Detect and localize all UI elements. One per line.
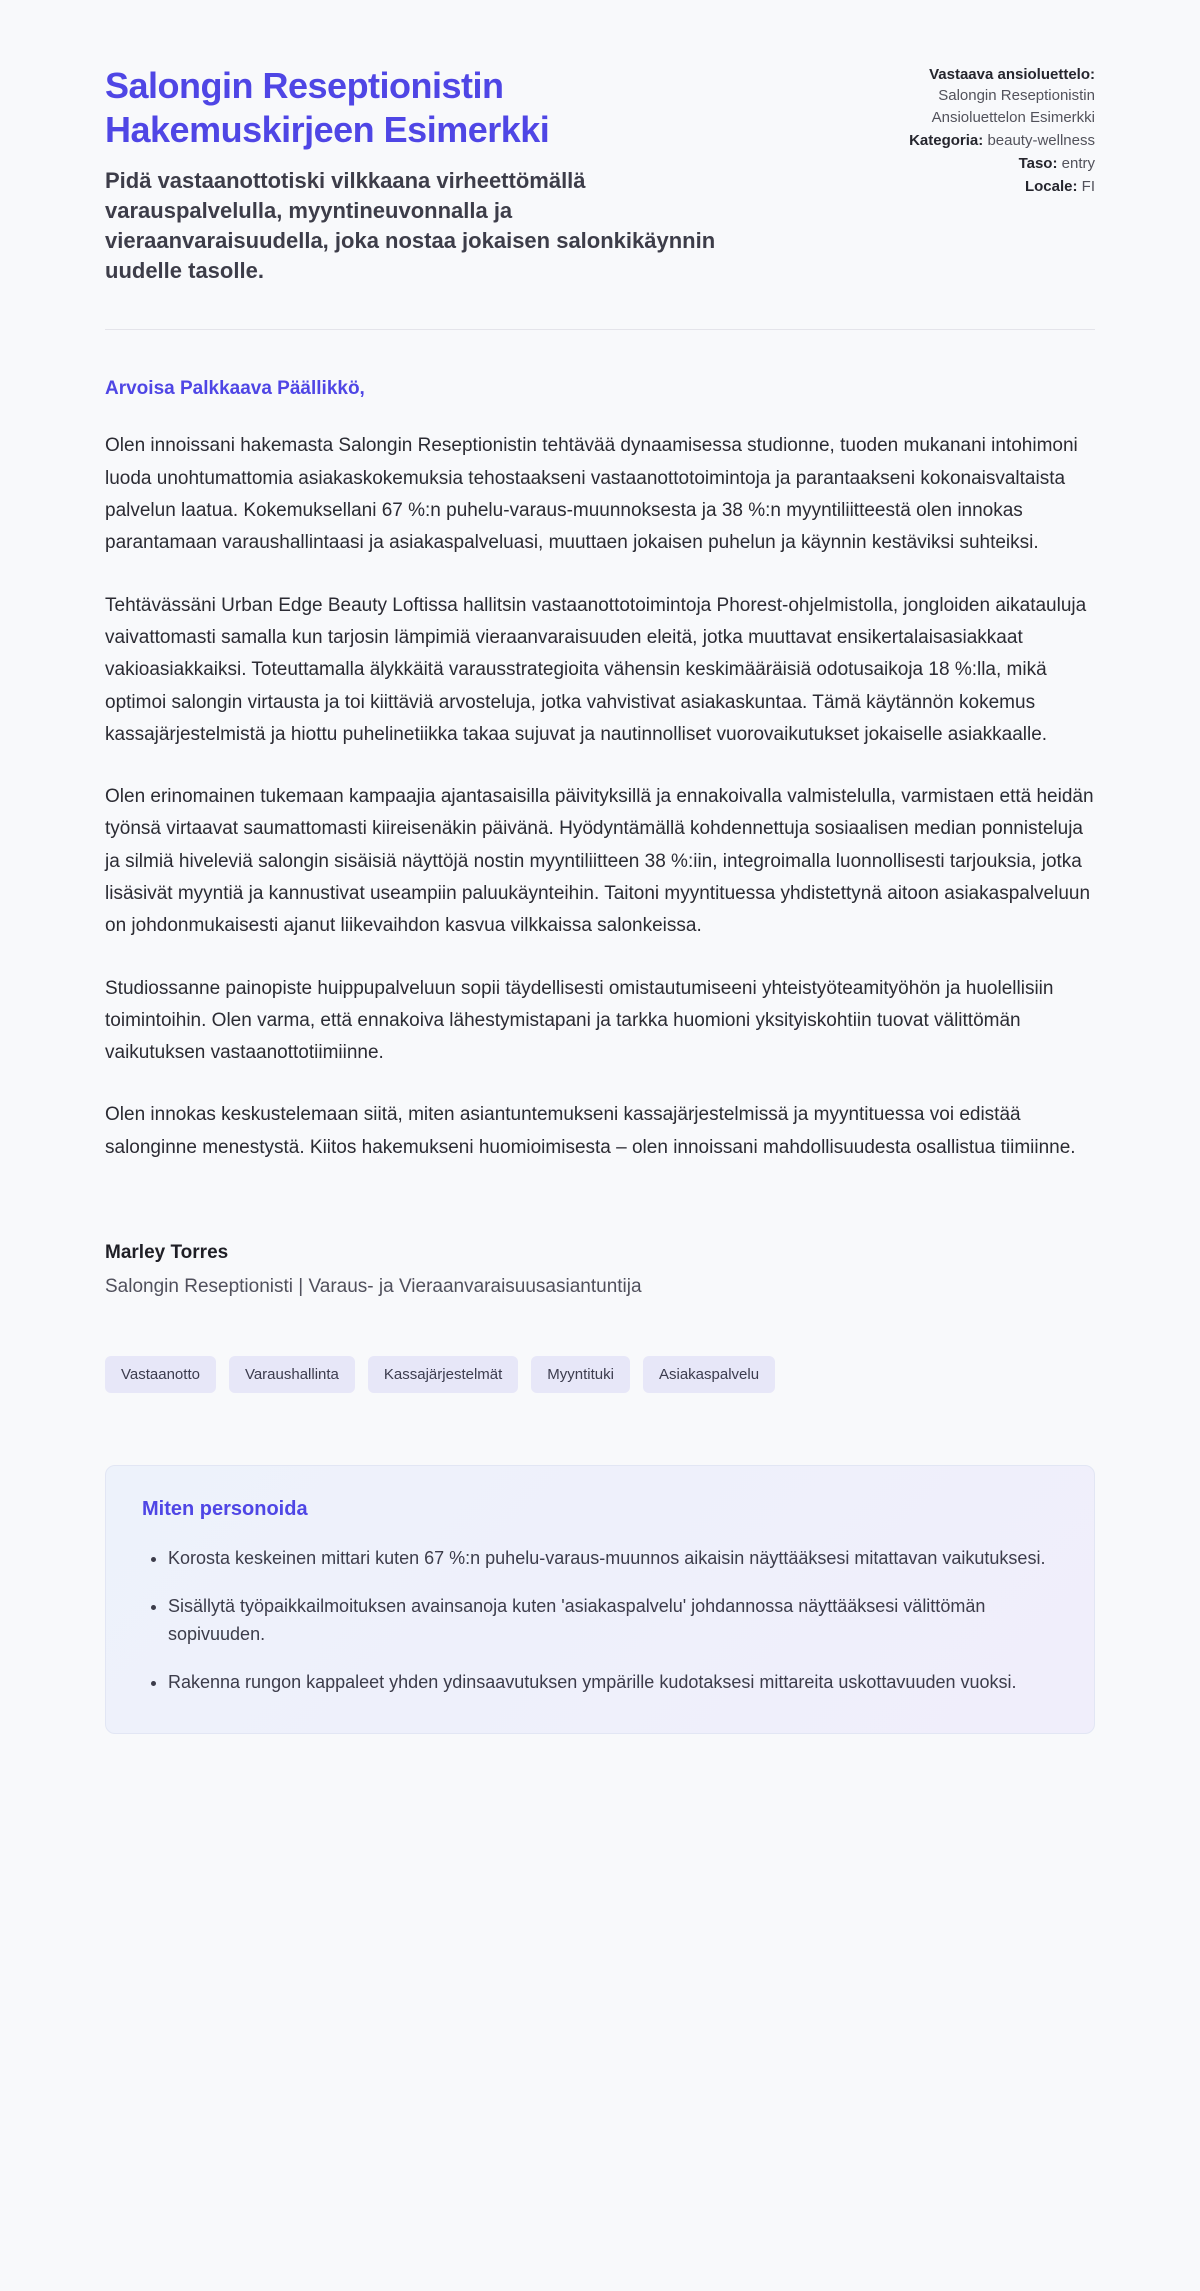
letter-paragraph: Olen innokas keskustelemaan siitä, miten asiantuntemukseni kassajärjestelmissä ja myyntituessa voi edistää salonginne menestystä. Kiitos hakemukseni huomioimisesta – olen innoissani mahdollisuudesta osallistua tiimiinne.	[105, 1104, 1076, 1158]
level-value: entry	[1061, 155, 1095, 173]
signature-role: Salongin Reseptionisti | Varaus- ja Vieraanvaraisuusasiantuntija	[105, 1276, 642, 1298]
meta-locale	[900, 176, 1095, 197]
letter-paragraph: Studiossanne painopiste huippupalveluun sopii täydellisesti omistautumiseeni yhteistyöteamityöhön ja huolellisiin toimintoihin. Olen varma, että ennakoiva lähestymistapani ja tarkka huomioni yksityiskohtiin tuovat välittömän vaikutuksen vastaanottotiimiinne.	[105, 977, 1054, 1064]
skill-tag-chip: Myyntituki	[531, 1356, 630, 1393]
locale-value: FI	[1081, 178, 1095, 196]
tips-title: Miten personoida	[142, 1498, 308, 1521]
tips-list-item: • Rakenna rungon kappaleet yhden ydinsaavutuksen ympärille kudotaksesi mittareita uskottavuuden vuoksi.	[168, 1669, 1058, 1697]
letter-paragraph: Olen erinomainen tukemaan kampaajia ajantasaisilla päivityksillä ja ennakoivalla valmistelulla, varmistaen että heidän työnsä virtaavat saumattomasti kiireisenäkin päivänä. Hyödyntämällä kohdennettuja sosiaalisen median ponnisteluja ja silmiä hiveleviä salongin sisäisiä näyttöjä nostin myyntiliitteen 38 %:iin, integroimalla luonnollisesti tarjouksia, jotka lisäsivät myyntiä ja kannustivat useampiin paluukäynteihin. Taitoni myyntituessa yhdistettynä aitoon asiakaspalveluun on johdonmukaisesti ajanut liikevaihdon kasvua vilkkaissa salonkeissa.	[105, 786, 1094, 937]
category-value: beauty-wellness	[987, 131, 1095, 149]
skill-tag-chip: Vastaanotto	[105, 1356, 216, 1393]
letter-greeting: Arvoisa Palkkaava Päällikkö,	[105, 378, 365, 400]
skill-tag-chip: Varaushallinta	[229, 1356, 355, 1393]
signature-name: Marley Torres	[105, 1242, 229, 1264]
skill-tags-row	[105, 1356, 1095, 1393]
locale-label: Locale:	[1024, 178, 1078, 196]
page-subtitle: Pidä vastaanottotiski vilkkaana virheettömällä varauspalvelulla, myyntineuvonnalla ja vieraanvaraisuudella, joka nostaa jokaisen salonkikäynnin uudelle tasolle.	[105, 167, 716, 283]
meta-block	[900, 64, 1095, 200]
header-divider	[105, 329, 1095, 330]
meta-category	[900, 130, 1095, 151]
header	[105, 64, 1095, 285]
tips-list	[142, 1545, 1058, 1697]
tips-list-item: • Korosta keskeinen mittari kuten 67 %:n puhelu-varaus-muunnos aikaisin näyttääksesi mitattavan vaikutuksesi.	[168, 1545, 1058, 1573]
letter-paragraph: Olen innoissani hakemasta Salongin Reseptionistin tehtävää dynaamisessa studionne, tuoden mukanani intohimoni luoda unohtumattomia asiakaskokemuksia tehostaakseni vastaanottotoimintoja ja parantaakseni kokonaisvaltaista palvelun laatua. Kokemuksellani 67 %:n puhelu-varaus-muunnoksesta ja 38 %:n myyntiliitteestä olen innokas parantamaan varaushallintaasi ja asiakaspalveluasi, muuttaen jokaisen puhelun ja käynnin kestäviksi suhteiksi.	[105, 435, 1078, 554]
page-title: Salongin Reseptionistin Hakemuskirjeen Esimerkki	[105, 65, 550, 150]
header-titles	[105, 64, 730, 285]
level-label: Taso:	[1018, 155, 1058, 173]
tips-list-item: • Sisällytä työpaikkailmoituksen avainsanoja kuten 'asiakaspalvelu' johdannossa näyttääksesi välittömän sopivuuden.	[168, 1593, 1058, 1649]
matching-resume-label: Vastaava ansioluettelo:	[929, 66, 1095, 83]
meta-matching-resume	[900, 64, 1095, 128]
skill-tag-chip: Asiakaspalvelu	[643, 1356, 775, 1393]
skill-tag-chip: Kassajärjestelmät	[368, 1356, 518, 1393]
cover-letter-body	[105, 378, 1095, 1298]
letter-paragraph: Tehtävässäni Urban Edge Beauty Loftissa hallitsin vastaanottotoimintoja Phorest-ohjelmistolla, jongloiden aikatauluja vaivattomasti samalla kun tarjosin lämpimiä vieraanvaraisuuden eleitä, jotka muuttavat ensikertalaisasiakkaat vakioasiakkaiksi. Toteuttamalla älykkäitä varausstrategioita vähensin keskimääräisiä odotusaikoja 18 %:lla, mikä optimoi salongin virtausta ja toi kiittäviä arvosteluja, jotka vahvistivat asiakaskuntaa. Tämä käytännön kokemus kassajärjestelmistä ja hiottu puhelinetiikka takaa sujuvat ja nautinnolliset vuorovaikutukset jokaiselle asiakkaalle.	[105, 594, 1087, 745]
category-label: Kategoria:	[909, 131, 984, 149]
meta-level	[900, 153, 1095, 174]
matching-resume-value: Salongin Reseptionistin Ansioluettelon Esimerkki	[931, 87, 1095, 126]
personalization-tips-panel	[105, 1465, 1095, 1734]
